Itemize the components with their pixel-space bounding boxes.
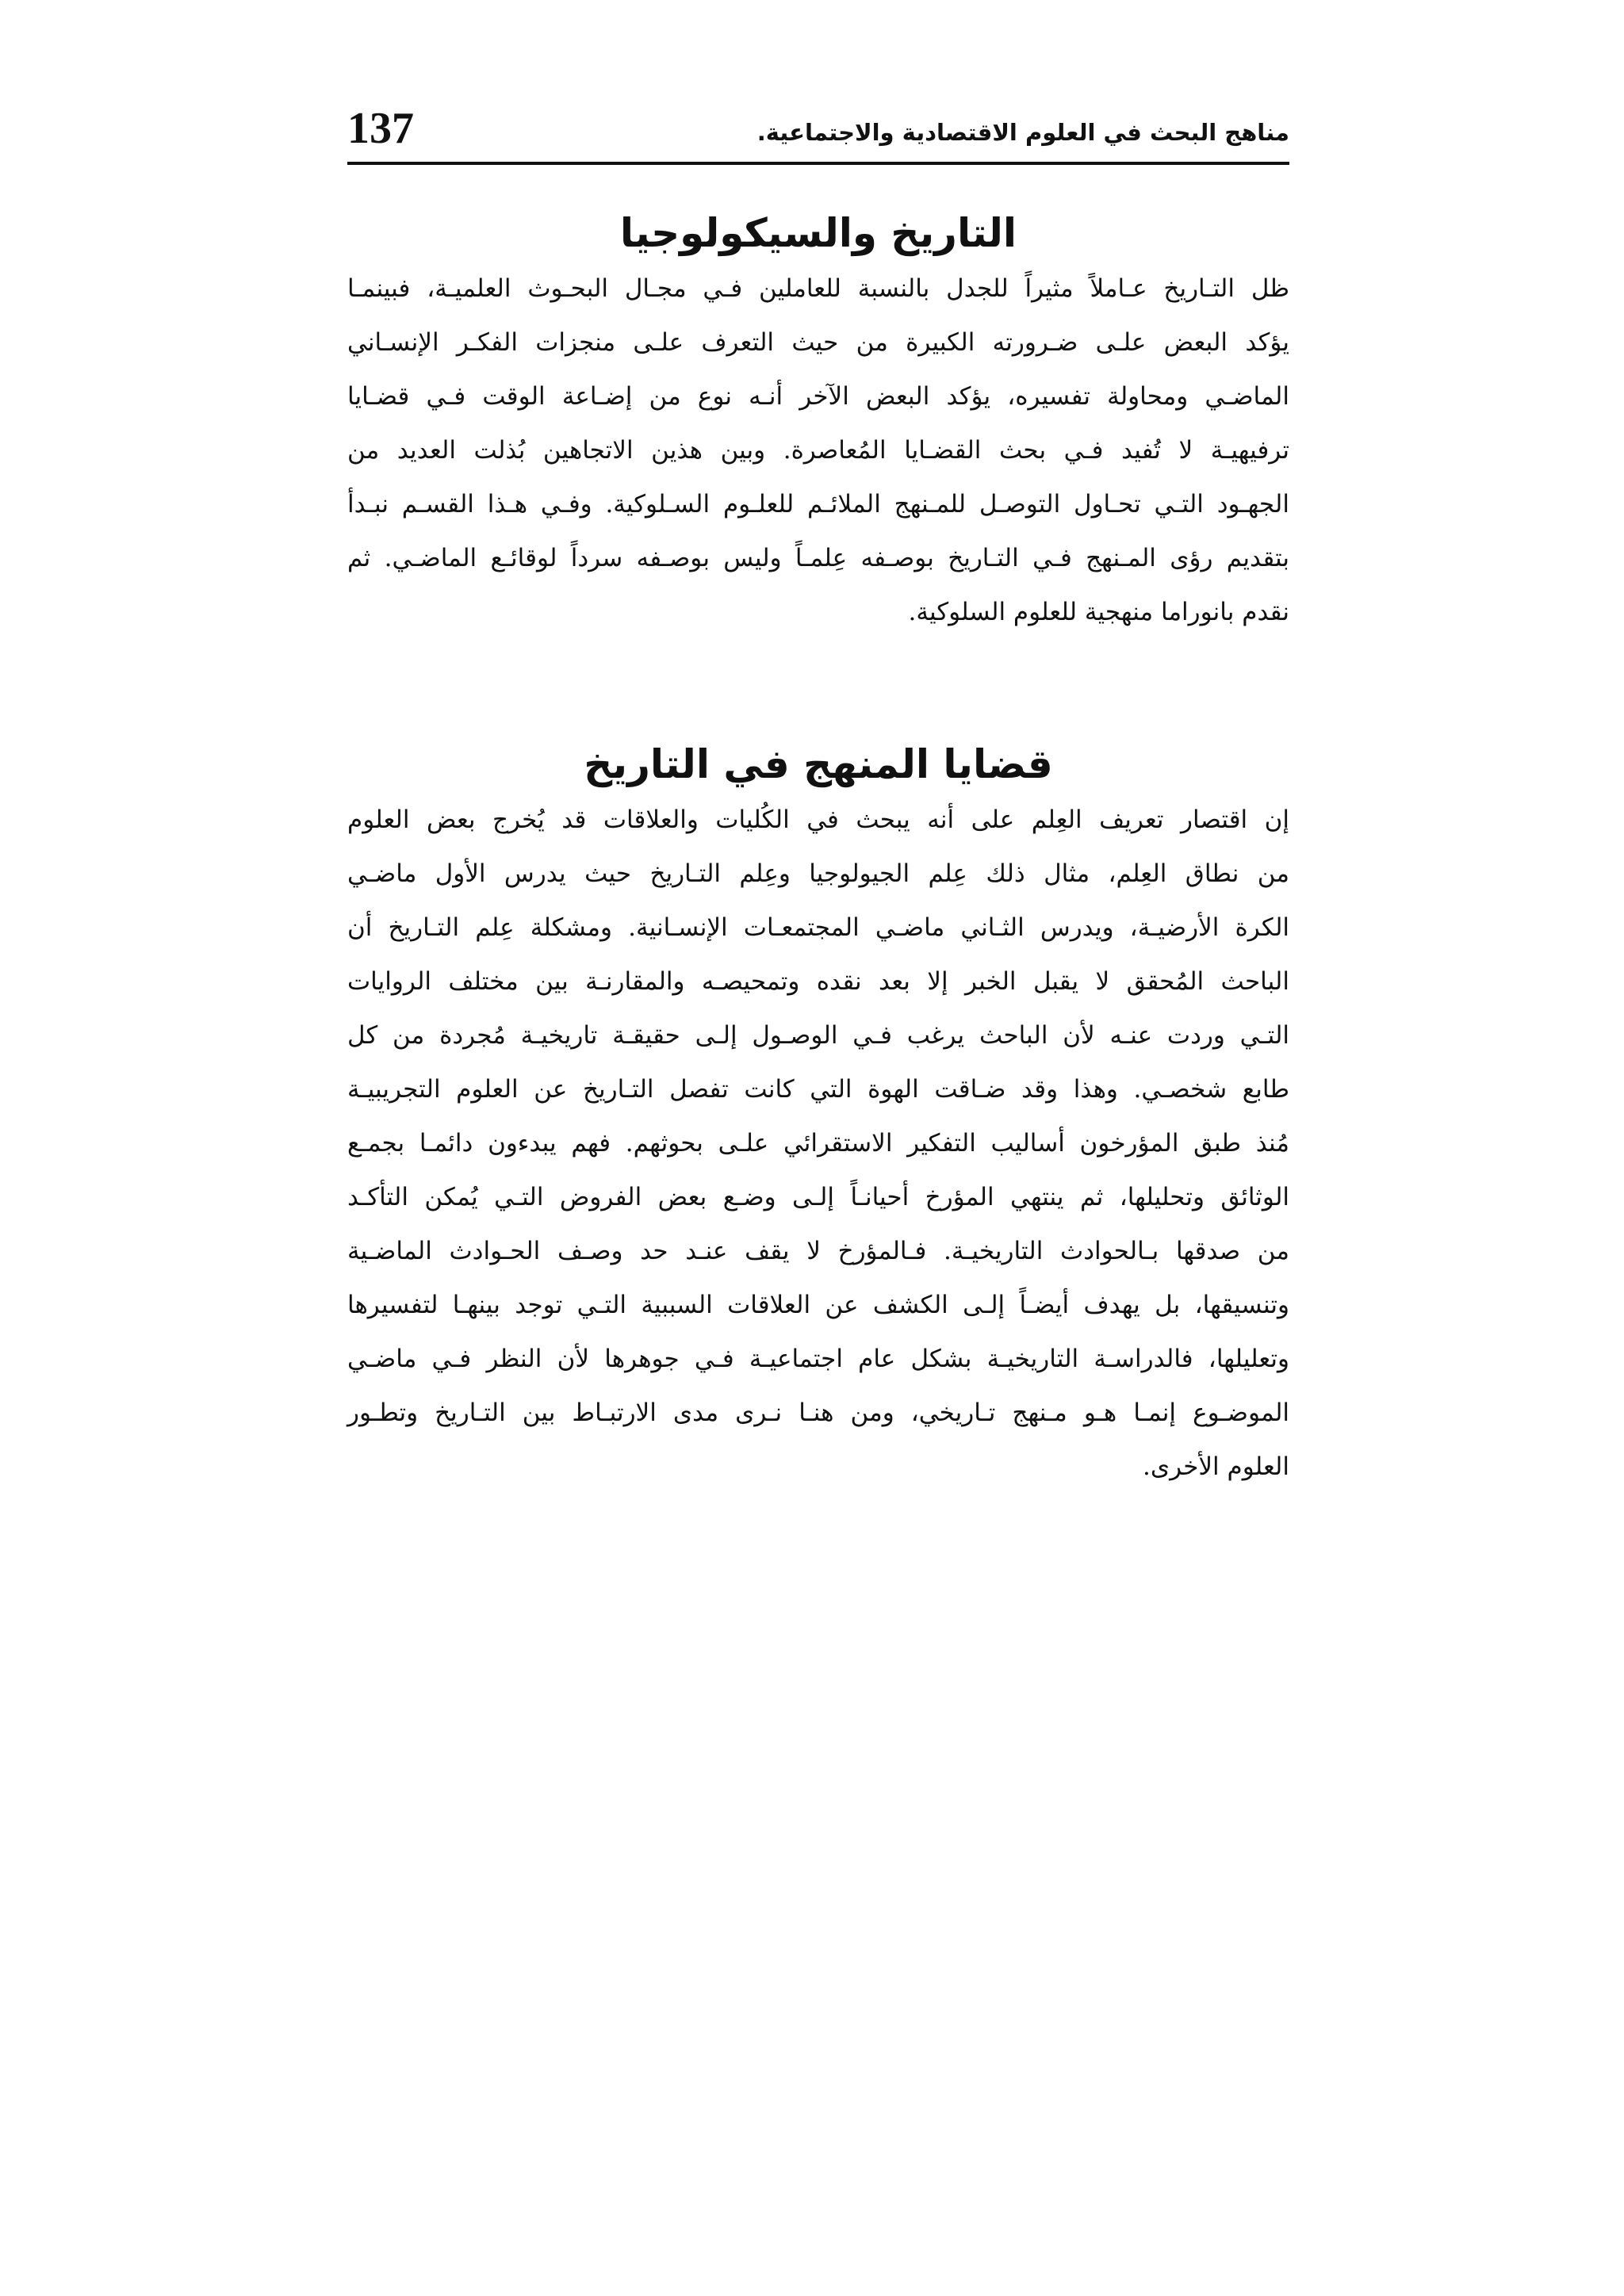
- paragraph-line: الباحث المُحقق لا يقبل الخبر إلا بعد نقده وتمحيصـه والمقارنـة بين مختلف الروايات: [347, 967, 1289, 996]
- paragraph-line: الجهـود التـي تحـاول التوصـل للمـنهج الملائـم للعلـوم السـلوكية. وفـي هـذا القسـم نبـدأ: [347, 490, 1289, 519]
- paragraph-line: نقدم بانوراما منهجية للعلوم السلوكية.: [908, 598, 1289, 626]
- paragraph-line: طابع شخصـي. وهذا وقد ضـاقت الهوة التي كانت تفصل التـاريخ عن العلوم التجريبيـة: [347, 1075, 1289, 1104]
- paragraph-line: يؤكد البعض علـى ضـرورته الكبيرة من حيث التعرف علـى منجزات الفكـر الإنسـاني: [347, 328, 1289, 357]
- paragraph-line: ترفيهيـة لا تُفيد فـي بحث القضـايا المُعاصرة. وبين هذين الاتجاهين بُذلت العديد من: [347, 436, 1289, 465]
- paragraph-line: إن اقتصار تعريف العِلم على أنه يبحث في الكُليات والعلاقات قد يُخرج بعض العلوم: [347, 806, 1289, 834]
- section-heading: قضايا المنهج في التاريخ: [584, 741, 1053, 787]
- paragraph-line: وتعليلها، فالدراسـة التاريخيـة بشكل عام اجتماعيـة فـي جوهرها لأن النظر فـي ماضـي: [347, 1345, 1289, 1373]
- running-title: مناهج البحث في العلوم الاقتصادية والاجتماعية.: [756, 119, 1289, 146]
- paragraph-line: الماضـي ومحاولة تفسيره، يؤكد البعض الآخر أنـه نوع من إضـاعة الوقت فـي قضـايا: [347, 382, 1289, 411]
- paragraph-line: الوثائق وتحليلها، ثم ينتهي المؤرخ أحيانـاً إلـى وضـع بعض الفروض التـي يُمكن التأكـد: [347, 1183, 1289, 1211]
- paragraph-line: من نطاق العِلم، مثال ذلك عِلم الجيولوجيا وعِلم التـاريخ حيث يدرس الأول ماضـي: [347, 859, 1289, 888]
- paragraph-line: ظل التـاريخ عـاملاً مثيراً للجدل بالنسبة للعاملين فـي مجـال البحـوث العلميـة، فبينمـا: [347, 274, 1289, 303]
- paragraph-line: التـي وردت عنـه لأن الباحث يرغب فـي الوصـول إلـى حقيقـة تاريخيـة مُجردة من كل: [347, 1021, 1289, 1050]
- paragraph-line: الكرة الأرضيـة، ويدرس الثـاني ماضـي المجتمعـات الإنسـانية. ومشكلة عِلم التـاريخ أن: [347, 913, 1289, 942]
- page-number: 137: [347, 104, 414, 153]
- section-method-issues: [347, 736, 1289, 1494]
- paragraph-line: من صدقها بـالحوادث التاريخيـة. فـالمؤرخ لا يقف عنـد حد وصـف الحـوادث الماضـية: [347, 1237, 1289, 1265]
- page-header: [347, 95, 1289, 165]
- paragraph-line: العلوم الأخرى.: [1142, 1452, 1289, 1481]
- section-heading: التاريخ والسيكولوجيا: [619, 210, 1017, 256]
- paragraph-line: وتنسيقها، بل يهدف أيضـاً إلـى الكشف عن العلاقات السببية التـي توجد بينهـا لتفسيرها: [347, 1291, 1289, 1319]
- paragraph-line: الموضـوع إنمـا هـو مـنهج تـاريخي، ومن هنـا نـرى مدى الارتبـاط بين التـاريخ وتطـور: [347, 1399, 1289, 1427]
- paragraph-line: مُنذ طبق المؤرخون أساليب التفكير الاستقرائي علـى بحوثهم. فهم يبدءون دائمـا بجمـع: [347, 1129, 1289, 1158]
- section-history-psychology: [347, 205, 1289, 639]
- paragraph-line: بتقديم رؤى المـنهج فـي التـاريخ بوصـفه عِلمـاً وليس بوصـفه سرداً لوقائـع الماضـي. ثم: [347, 544, 1289, 572]
